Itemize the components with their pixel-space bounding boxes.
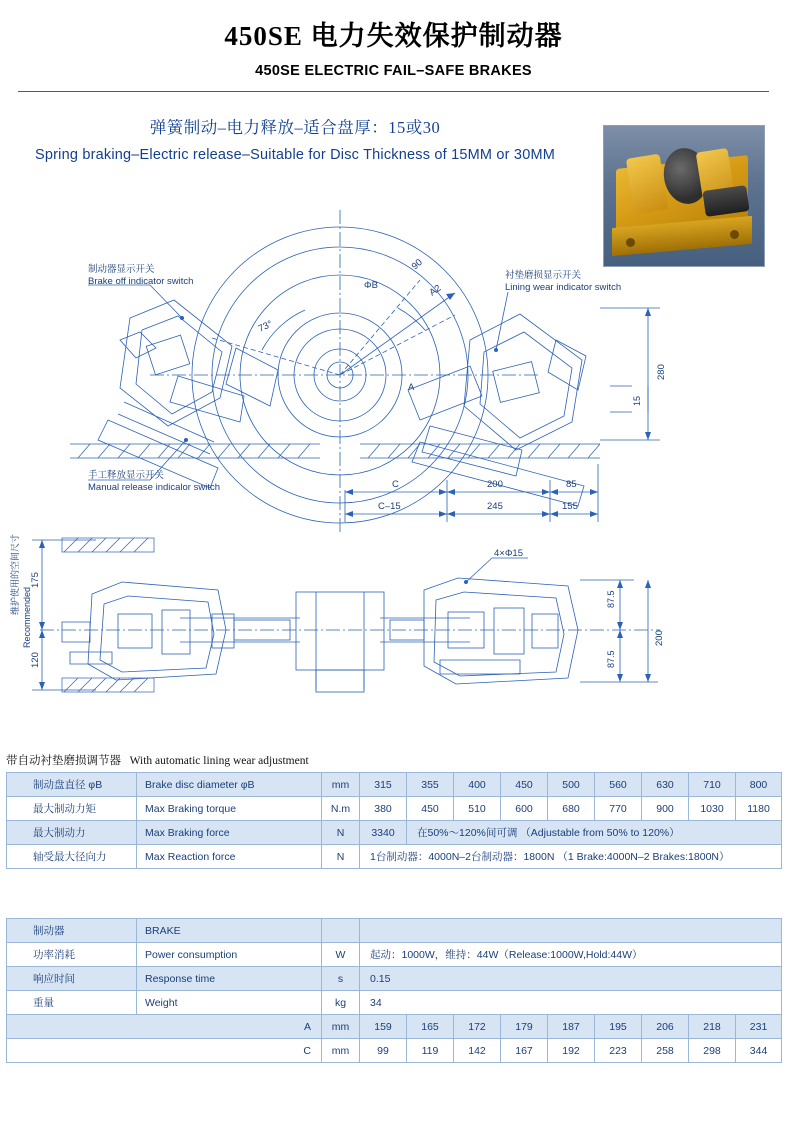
cell-value: 258 [642, 1039, 689, 1063]
row-unit: N [322, 821, 360, 845]
row-unit [322, 919, 360, 943]
cell-value: 450 [407, 797, 454, 821]
spec-table-secondary [6, 918, 782, 1063]
row-label-cn: 最大制动力矩 [7, 797, 137, 821]
table-row [7, 845, 782, 869]
dim-A-label: A [408, 382, 415, 393]
cell-value: 380 [360, 797, 407, 821]
row-label-en: BRAKE [137, 919, 322, 943]
cell-value: 900 [642, 797, 689, 821]
cell-value: 1030 [689, 797, 736, 821]
table-note-en: With automatic lining wear adjustment [129, 755, 309, 767]
subheading-cn: 弹簧制动–电力释放–适合盘厚：15或30 [149, 118, 441, 137]
plan-right-caliper [390, 578, 578, 684]
callout-manual-release-cn: 手工释放显示开关 [88, 470, 165, 481]
dim-C-label: C [392, 479, 399, 490]
dim-87_5-top-label: 87.5 [606, 590, 616, 608]
cell-value: 710 [689, 773, 736, 797]
cell-value: 3340 [360, 821, 407, 845]
dim-15-label: 15 [632, 395, 642, 406]
row-unit: N.m [322, 797, 360, 821]
subheading-en: Spring braking–Electric release–Suitable for Disc Thickness of 15MM or 30MM [34, 147, 556, 163]
table-row-dim-c [7, 1039, 782, 1063]
cell-value: 159 [360, 1015, 407, 1039]
dim-155-label: 155 [562, 501, 578, 512]
ground-hatching-left [70, 444, 320, 458]
table-note [6, 752, 309, 768]
cell-value: 298 [689, 1039, 736, 1063]
cell-value: 142 [454, 1039, 501, 1063]
page-title-en: 450SE ELECTRIC FAIL–SAFE BRAKES [255, 63, 532, 79]
leader-4xphi15 [466, 558, 492, 582]
recommended-space-hatch [62, 538, 154, 692]
cell-value: 172 [454, 1015, 501, 1039]
callout-manual-release-en: Manual release indicalor switch [88, 482, 221, 493]
row-label-en: Weight [137, 991, 322, 1015]
page-title-cn: 450SE 电力失效保护制动器 [224, 21, 563, 51]
dim-73-label: 73° [256, 318, 275, 335]
dim-175-label: 175 [30, 572, 41, 588]
row-label-cn: 轴受最大径向力 [7, 845, 137, 869]
table-row [7, 919, 782, 943]
row-label-en: Max Reaction force [137, 845, 322, 869]
cell-value: 206 [642, 1015, 689, 1039]
left-caliper-assembly [98, 300, 278, 488]
row-unit: N [322, 845, 360, 869]
row-unit: W [322, 943, 360, 967]
header-divider [18, 91, 769, 92]
recommended-label-cn: 维护使用的空间尺寸 [10, 533, 20, 615]
cell-value: 187 [548, 1015, 595, 1039]
table-row [7, 821, 782, 845]
cell-value: 1180 [736, 797, 782, 821]
dim-87_5-bottom-label: 87.5 [606, 650, 616, 668]
row-label-en: Response time [137, 967, 322, 991]
cell-value: 192 [548, 1039, 595, 1063]
cell-value: 560 [595, 773, 642, 797]
cell-value-wide: 在50%～120%间可调 （Adjustable from 50% to 120%） [407, 821, 782, 845]
dim-row-label: C [7, 1039, 322, 1063]
cell-value-wide [360, 919, 782, 943]
dim-row-label: A [7, 1015, 322, 1039]
row-unit: mm [322, 1039, 360, 1063]
dim-phiB-label: ΦB [364, 280, 378, 291]
dim-4xphi15-label: 4×Φ15 [494, 548, 523, 559]
table-note-cn: 带自动衬垫磨损调节器 [6, 755, 121, 767]
cell-value: 400 [454, 773, 501, 797]
cell-value: 680 [548, 797, 595, 821]
dim-85-label: 85 [566, 479, 577, 490]
recommended-label-en: Recommended [22, 586, 32, 648]
row-label-cn: 重量 [7, 991, 137, 1015]
leader-brake-off [150, 285, 182, 318]
dim-280-label: 280 [656, 364, 667, 380]
callout-brake-off-cn: 制动器显示开关 [88, 264, 155, 275]
row-label-en: Power consumption [137, 943, 322, 967]
page-header [0, 0, 787, 92]
cell-value: 355 [407, 773, 454, 797]
row-label-cn: 制动盘直径 φB [7, 773, 137, 797]
cell-value: 223 [595, 1039, 642, 1063]
cell-value: 165 [407, 1015, 454, 1039]
cell-value: 195 [595, 1015, 642, 1039]
table-row [7, 967, 782, 991]
cell-value: 179 [501, 1015, 548, 1039]
row-unit: s [322, 967, 360, 991]
dim-200-label: 200 [487, 479, 503, 490]
table-row-dim-a [7, 1015, 782, 1039]
callout-lining-wear-en: Lining wear indicator switch [505, 282, 622, 293]
plan-left-caliper [62, 582, 290, 680]
cell-value: 99 [360, 1039, 407, 1063]
callout-lining-wear-cn: 衬垫磨损显示开关 [505, 270, 582, 281]
cell-value-wide: 1台制动器：4000N–2台制动器：1800N （1 Brake:4000N–2 Brakes:1800N） [360, 845, 782, 869]
table-row [7, 943, 782, 967]
spec-table-main [6, 772, 782, 869]
table-row [7, 773, 782, 797]
cell-value: 500 [548, 773, 595, 797]
cell-value: 167 [501, 1039, 548, 1063]
table-row [7, 797, 782, 821]
cell-value-wide: 34 [360, 991, 782, 1015]
row-unit: mm [322, 773, 360, 797]
table-row [7, 991, 782, 1015]
row-label-en: Max Braking torque [137, 797, 322, 821]
row-label-cn: 最大制动力 [7, 821, 137, 845]
dim-Cminus15-label: C–15 [378, 501, 401, 512]
cell-value: 510 [454, 797, 501, 821]
row-label-en: Brake disc diameter φB [137, 773, 322, 797]
row-unit: kg [322, 991, 360, 1015]
cell-value: 770 [595, 797, 642, 821]
cell-value: 218 [689, 1015, 736, 1039]
cell-value: 231 [736, 1015, 782, 1039]
plan-disc-body [296, 592, 384, 670]
callout-brake-off-en: Brake off indicator switch [88, 276, 194, 287]
dim-120-label: 120 [30, 652, 41, 668]
technical-drawing [0, 190, 787, 750]
cell-value: 119 [407, 1039, 454, 1063]
dim-A2-label: A2 [427, 282, 444, 299]
cell-value-wide: 起动：1000W，维持：44W（Release:1000W,Hold:44W） [360, 943, 782, 967]
row-label-cn: 功率消耗 [7, 943, 137, 967]
row-label-en: Max Braking force [137, 821, 322, 845]
row-label-cn: 制动器 [7, 919, 137, 943]
row-unit: mm [322, 1015, 360, 1039]
subheading [0, 114, 590, 163]
dim-245-label: 245 [487, 501, 503, 512]
cell-value: 315 [360, 773, 407, 797]
row-label-cn: 响应时间 [7, 967, 137, 991]
dim-200-right-label: 200 [654, 630, 665, 646]
dim-90-label: 90 [409, 256, 425, 273]
cell-value: 630 [642, 773, 689, 797]
cell-value: 344 [736, 1039, 782, 1063]
cell-value: 600 [501, 797, 548, 821]
cell-value-wide: 0.15 [360, 967, 782, 991]
cell-value: 450 [501, 773, 548, 797]
ground-hatching-right [360, 444, 600, 458]
cell-value: 800 [736, 773, 782, 797]
